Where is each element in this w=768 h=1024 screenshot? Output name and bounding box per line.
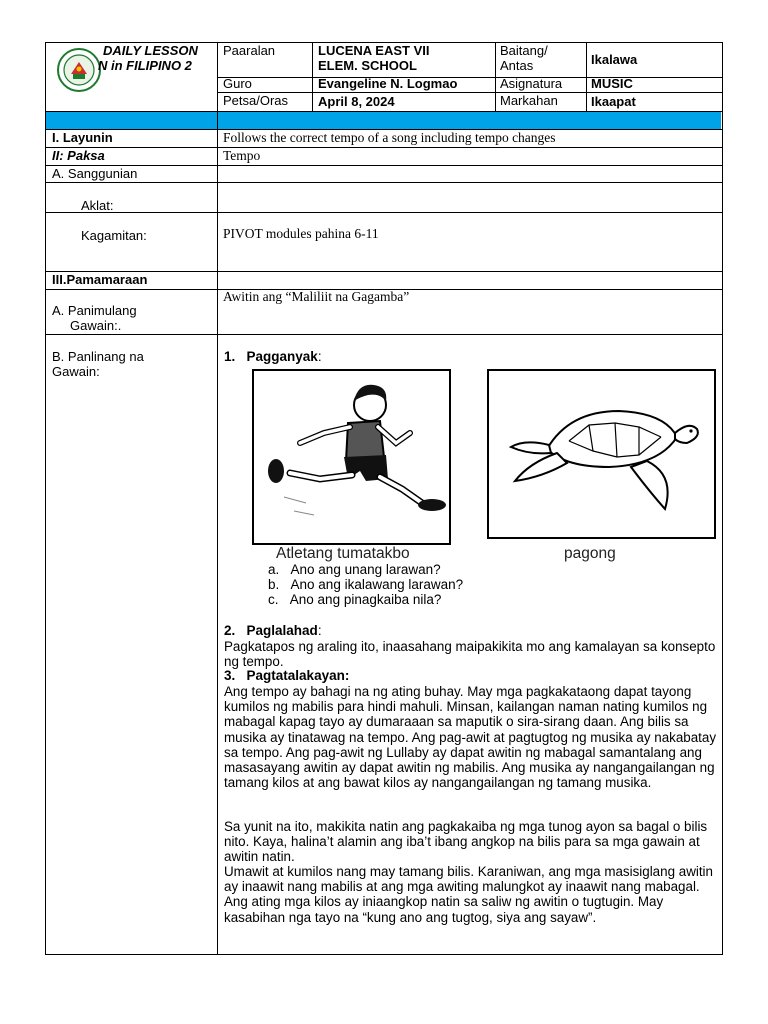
lesson-plan-page bbox=[45, 42, 723, 955]
paaralan-value-line2: ELEM. SCHOOL bbox=[318, 58, 417, 73]
asignatura-label: Asignatura bbox=[500, 76, 563, 91]
baitang-label-line2: Antas bbox=[500, 58, 534, 73]
list-item: c. Ano ang pinagkaiba nila? bbox=[268, 592, 442, 607]
running-athlete-image bbox=[252, 369, 451, 545]
layunin-value: Follows the correct tempo of a song including tempo changes bbox=[223, 130, 556, 145]
pagtatalakayan-heading: 3. Pagtatalakayan: bbox=[224, 668, 350, 683]
baitang-value: Ikalawa bbox=[591, 52, 638, 67]
turtle-image bbox=[487, 369, 716, 539]
pamamaraan-label: III.Pamamaraan bbox=[52, 272, 148, 287]
image1-caption: Atletang tumatakbo bbox=[276, 545, 410, 562]
markahan-value: Ikaapat bbox=[591, 94, 636, 109]
kagamitan-value: PIVOT modules pahina 6-11 bbox=[223, 226, 379, 241]
guro-label: Guro bbox=[223, 76, 252, 91]
header-title-line1: DAILY LESSON bbox=[103, 43, 198, 58]
image2-caption: pagong bbox=[564, 545, 616, 562]
pagganyak-heading: 1. Pagganyak: bbox=[224, 349, 322, 364]
panlinang-label-line2: Gawain: bbox=[52, 364, 100, 379]
petsa-value: April 8, 2024 bbox=[318, 94, 395, 109]
baitang-label-line1: Baitang/ bbox=[500, 43, 548, 58]
panimulang-value: Awitin ang “Maliliit na Gagamba” bbox=[223, 289, 410, 304]
panlinang-label-line1: B. Panlinang na bbox=[52, 349, 144, 364]
paaralan-label: Paaralan bbox=[223, 43, 276, 58]
paksa-label: II: Paksa bbox=[52, 148, 105, 163]
header-title-line2: N in FILIPINO 2 bbox=[98, 58, 192, 73]
markahan-label: Markahan bbox=[500, 93, 558, 108]
layunin-label: I. Layunin bbox=[52, 130, 113, 145]
paragraph-3: Umawit at kumilos nang may tamang bilis. Karaniwan, ang mga masisiglang awitin ay inaawit nang mabilis at ang mga awiting malungkot ay inaawit nang mabagal. Ang ating mga kilos ay iniaangkop natin sa saliw ng awitin o tugtugin. May kasabihan nga tayo na “kung ano ang tugtog, siya ang sayaw”. bbox=[224, 864, 713, 925]
sanggunian-label: A. Sanggunian bbox=[52, 166, 138, 181]
guro-value: Evangeline N. Logmao bbox=[318, 76, 458, 91]
list-item: b. Ano ang ikalawang larawan? bbox=[268, 577, 464, 592]
petsa-label: Petsa/Oras bbox=[223, 93, 289, 108]
paglalahad-text: Pagkatapos ng araling ito, inaasahang maipakikita mo ang kamalayan sa konsepto ng tempo. bbox=[224, 639, 716, 670]
panimulang-label-line1: A. Panimulang bbox=[52, 303, 137, 318]
section-band bbox=[46, 112, 721, 130]
list-item: a. Ano ang unang larawan? bbox=[268, 562, 441, 577]
kagamitan-label: Kagamitan: bbox=[81, 228, 147, 243]
paglalahad-heading: 2. Paglalahad: bbox=[224, 623, 322, 638]
school-logo bbox=[57, 48, 101, 92]
paragraph-2: Sa yunit na ito, makikita natin ang pagkakaiba ng mga tunog ayon sa bagal o bilis nito. Kaya, halina’t alamin ang iba’t ibang angkop na bilis para sa mga gawain at awitin natin. bbox=[224, 819, 708, 865]
asignatura-value: MUSIC bbox=[591, 76, 633, 91]
panimulang-label-line2: Gawain:. bbox=[70, 318, 122, 333]
paragraph-1: Ang tempo ay bahagi na ng ating buhay. May mga pagkakataong dapat tayong kumilos ng mabilis para hindi mahuli. Minsan, kailangan naman nating kumilos ng mabagal kapag tayo ay dumaraaan sa maputik o sira-sirang daan. Ang bilis sa musika ay tinatawag na tempo. Ang pag-awit at pagtugtog ng musika ay nakabatay sa tempo. Ang pag-awit ng Lullaby ay dapat awitin ng mabagal samantalang ang masasayang awitin ay dapat awitin ng mabilis. Ang musika ay nangangailangan ng tamang kilos at ang bawat kilos ay nangangailangan ng tamang musika. bbox=[224, 684, 717, 791]
aklat-label: Aklat: bbox=[81, 198, 114, 213]
paksa-value: Tempo bbox=[223, 148, 261, 163]
paaralan-value-line1: LUCENA EAST VII bbox=[318, 43, 430, 58]
